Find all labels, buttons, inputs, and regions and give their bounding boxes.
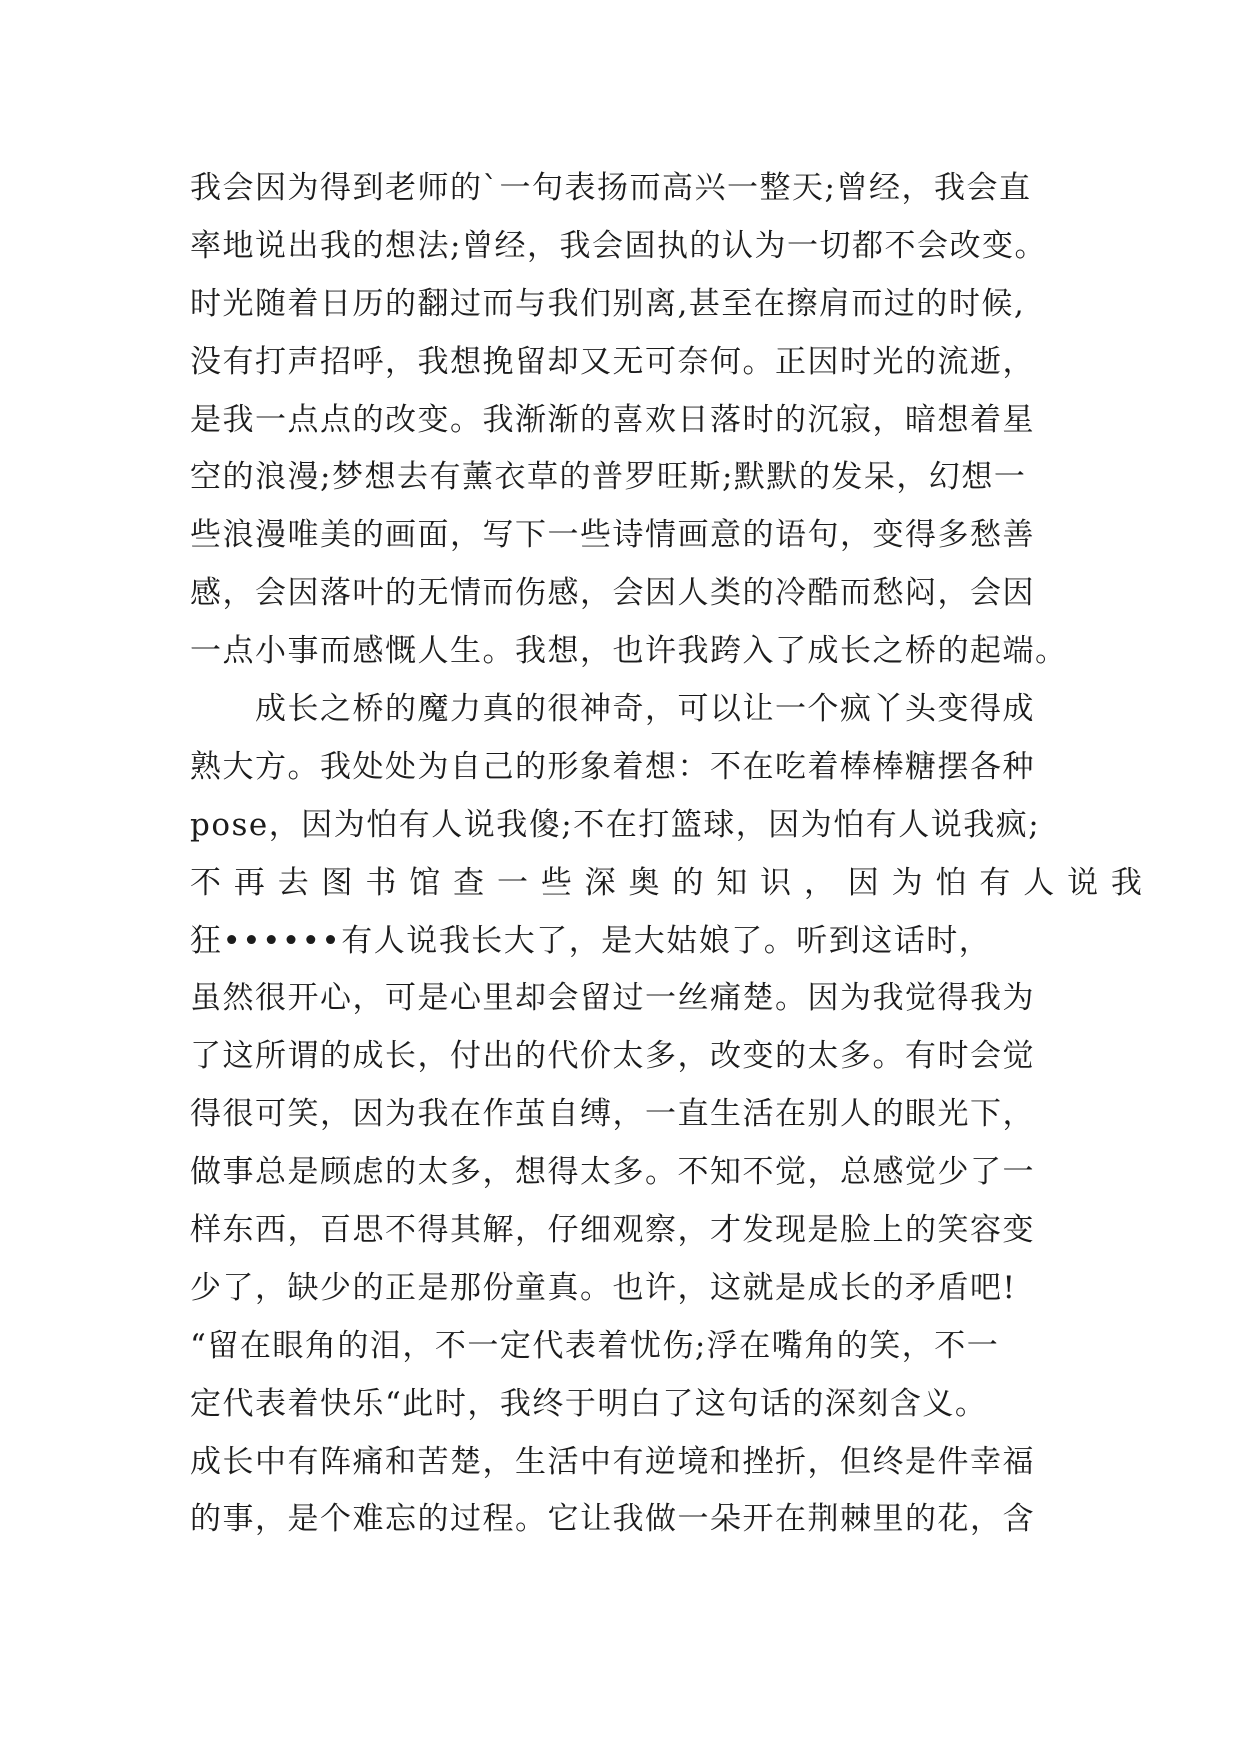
text-line: 感，会因落叶的无情而伤感，会因人类的冷酷而愁闷，会因 bbox=[190, 575, 1035, 612]
text-line: 空的浪漫;梦想去有薰衣草的普罗旺斯;默默的发呆，幻想一 bbox=[190, 459, 1027, 496]
body-text bbox=[190, 160, 1144, 1549]
text-line: 定代表着快乐“此时，我终于明白了这句话的深刻含义。 bbox=[190, 1385, 988, 1422]
text-line: 不 再 去 图 书 馆 查 一 些 深 奥 的 知 识 ， 因 为 怕 有 人 说 我 bbox=[190, 864, 1144, 901]
text-line: 一点小事而感慨人生。我想，也许我跨入了成长之桥的起端。 bbox=[190, 633, 1068, 670]
text-line: 是我一点点的改变。我渐渐的喜欢日落时的沉寂，暗想着星 bbox=[190, 401, 1035, 438]
text-line: 些浪漫唯美的画面，写下一些诗情画意的语句，变得多愁善 bbox=[190, 517, 1035, 554]
text-line: 少了，缺少的正是那份童真。也许，这就是成长的矛盾吧! bbox=[190, 1269, 1017, 1306]
text-line: 率地说出我的想法;曾经，我会固执的认为一切都不会改变。 bbox=[190, 227, 1047, 264]
text-line: 虽然很开心，可是心里却会留过一丝痛楚。因为我觉得我为 bbox=[190, 980, 1035, 1017]
text-line: 时光随着日历的翻过而与我们别离,甚至在擦肩而过的时候, bbox=[190, 285, 1026, 322]
text-line: “留在眼角的泪，不一定代表着忧伤;浮在嘴角的笑，不一 bbox=[190, 1327, 1000, 1364]
text-line: 样东西，百思不得其解，仔细观察，才发现是脸上的笑容变 bbox=[190, 1212, 1035, 1249]
text-line: 熟大方。我处处为自己的形象着想：不在吃着棒棒糖摆各种 bbox=[190, 748, 1035, 785]
text-line: 狂••••••有人说我长大了，是大姑娘了。听到这话时， bbox=[190, 922, 992, 959]
text-line: 成长中有阵痛和苦楚，生活中有逆境和挫折，但终是件幸福 bbox=[190, 1443, 1035, 1480]
text-line: 做事总是顾虑的太多，想得太多。不知不觉，总感觉少了一 bbox=[190, 1154, 1035, 1191]
text-line: pose，因为怕有人说我傻;不在打篮球，因为怕有人说我疯; bbox=[190, 806, 1041, 843]
text-line: 了这所谓的成长，付出的代价太多，改变的太多。有时会觉 bbox=[190, 1038, 1035, 1075]
text-line: 没有打声招呼，我想挽留却又无可奈何。正因时光的流逝， bbox=[190, 343, 1035, 380]
paragraph-start-line: 成长之桥的魔力真的很神奇，可以让一个疯丫头变得成 bbox=[190, 691, 1035, 728]
text-line: 得很可笑，因为我在作茧自缚，一直生活在别人的眼光下， bbox=[190, 1096, 1035, 1133]
text-line: 的事，是个难忘的过程。它让我做一朵开在荆棘里的花，含 bbox=[190, 1501, 1035, 1538]
text-line: 我会因为得到老师的`一句表扬而高兴一整天;曾经，我会直 bbox=[190, 170, 1032, 206]
